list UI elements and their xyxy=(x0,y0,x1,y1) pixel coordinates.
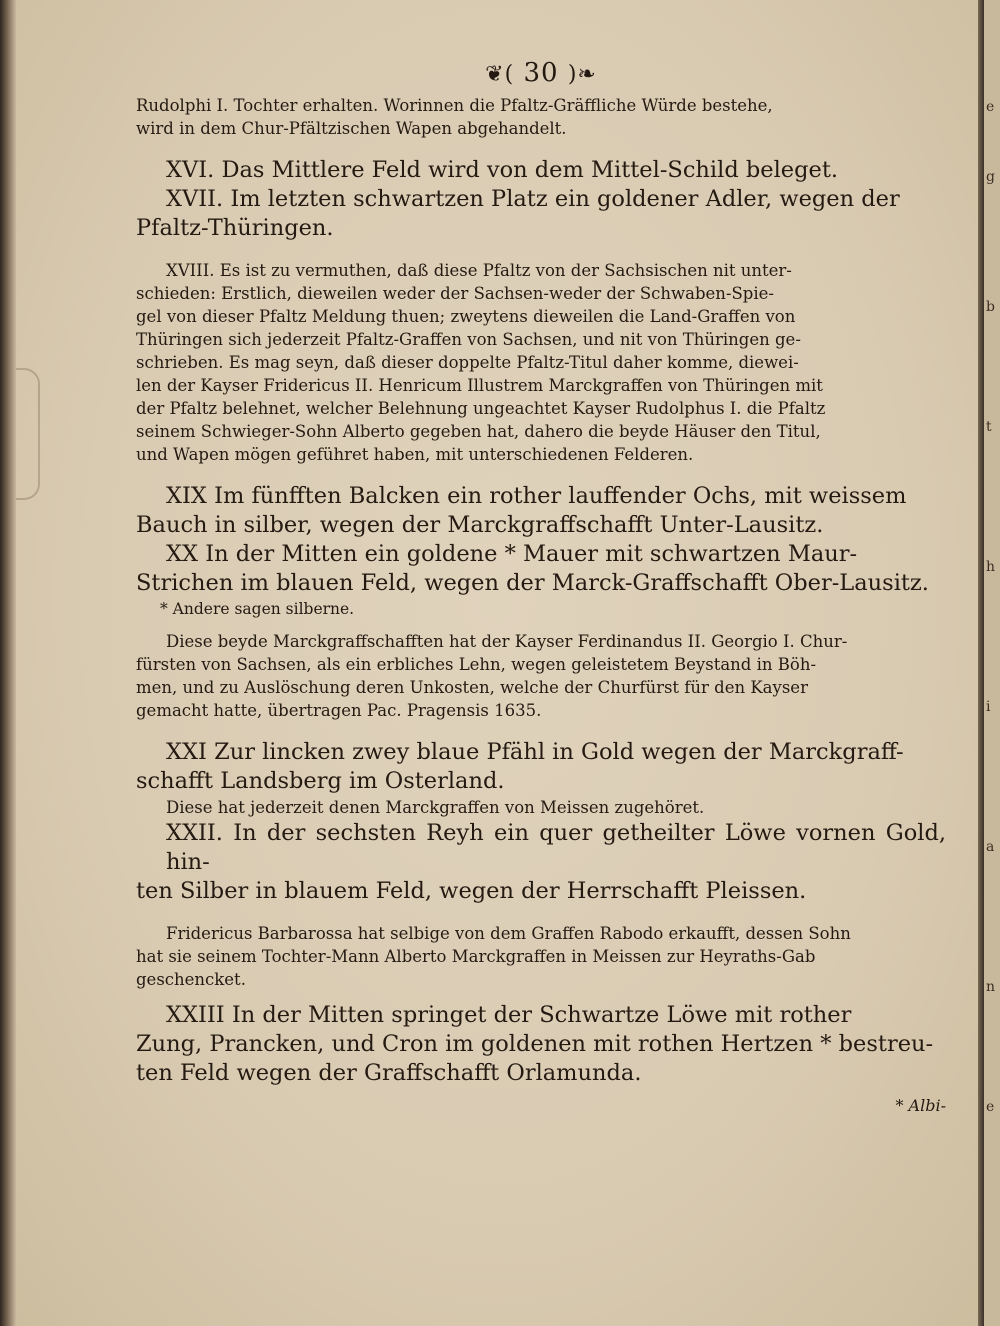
section-xxiii: XXIII In der Mitten springet der Schwartze Löwe mit rother Zung, Prancken, und Cron im goldenen mit rothen Hertzen * bestreu- ten Feld wegen der Graffschafft Orlamunda. xyxy=(136,1002,934,1086)
section-xx-paragraph: Diese beyde Marckgraffschafften hat der Kayser Ferdinandus II. Georgio I. Chur- fürsten von Sachsen, als ein erbliches Lehn, wegen geleistetem Beystand in Böh- men, und zu Auslöschung deren Unkosten, welche der Churfürst für den Kayser gemacht hatte, übertragen Pac. Pragensis 1635. xyxy=(136,632,848,720)
catchword: * Albi- xyxy=(895,1096,946,1115)
section-xviii: XVIII. Es ist zu vermuthen, daß diese Pfaltz von der Sachsischen nit unter- schieden: Erstlich, dieweilen weder der Sachsen-weder der Schwaben-Spie- gel von dieser Pfaltz Meldung thuen; zweytens dieweilen die Land-Graffen von Thüringen sich jederzeit Pfaltz-Graffen von Sachsen, und nit von Thüringen ge- schrieben. Es mag seyn, daß dieser doppelte Pfaltz-Titul daher komme, diewei- len der Kayser Fridericus II. Henricum Illustrem Marckgraffen von Thüringen mit der Pfaltz belehnet, welcher Belehnung ungeachtet Kayser Rudolphus I. die Pfaltz seinem Schwieger-Sohn Alberto gegeben hat, dahero die beyde Häuser den Titul, und Wapen mögen geführet haben, mit unterschiedenen Felderen. xyxy=(136,261,826,464)
section-xx: XX In der Mitten ein goldene * Mauer mit schwartzen Maur- Strichen im blauen Feld, wegen der Marck-Graffschafft Ober-Lausitz. xyxy=(136,541,929,596)
section-xvi: XVI. Das Mittlere Feld wird von dem Mittel-Schild beleget. xyxy=(166,157,839,183)
section-top: Rudolphi I. Tochter erhalten. Worinnen die Pfaltz-Gräffliche Würde bestehe, wird in dem Chur-Pfältzischen Wapen abgehandelt. xyxy=(136,96,773,138)
section-xxii-paragraph: Fridericus Barbarossa hat selbige von dem Graffen Rabodo erkaufft, dessen Sohn hat sie seinem Tochter-Mann Alberto Marckgraffen in Meissen zur Heyraths-Gab geschencket. xyxy=(136,924,851,989)
section-xxi: XXI Zur lincken zwey blaue Pfähl in Gold wegen der Marckgraff- schafft Landsberg im Osterland. xyxy=(136,739,904,794)
section-xix: XIX Im fünfften Balcken ein rother lauffender Ochs, mit weissem Bauch in silber, wegen der Marckgraffschafft Unter-Lausitz. xyxy=(136,483,907,538)
footnote-silberne: * Andere sagen silberne. xyxy=(160,600,355,618)
section-xxi-paragraph: Diese hat jederzeit denen Marckgraffen von Meissen zugehöret. xyxy=(166,798,705,817)
page-fold-mark xyxy=(16,368,40,500)
adjacent-page-edge: e g b t h i a n e xyxy=(984,0,1000,1326)
page-number: ❦( 30 )❧ xyxy=(485,58,597,88)
section-xvii: XVII. Im letzten schwartzen Platz ein goldener Adler, wegen der Pfaltz-Thüringen. xyxy=(136,186,900,241)
page-text xyxy=(136,58,946,1115)
ornament-right-icon: )❧ xyxy=(567,62,597,87)
section-xxii: XXII. In der sechsten Reyh ein quer getheilter Löwe vornen Gold, hin- ten Silber in blauem Feld, wegen der Herrschafft Pleissen. xyxy=(136,820,946,904)
ornament-left-icon: ❦( xyxy=(485,62,515,87)
